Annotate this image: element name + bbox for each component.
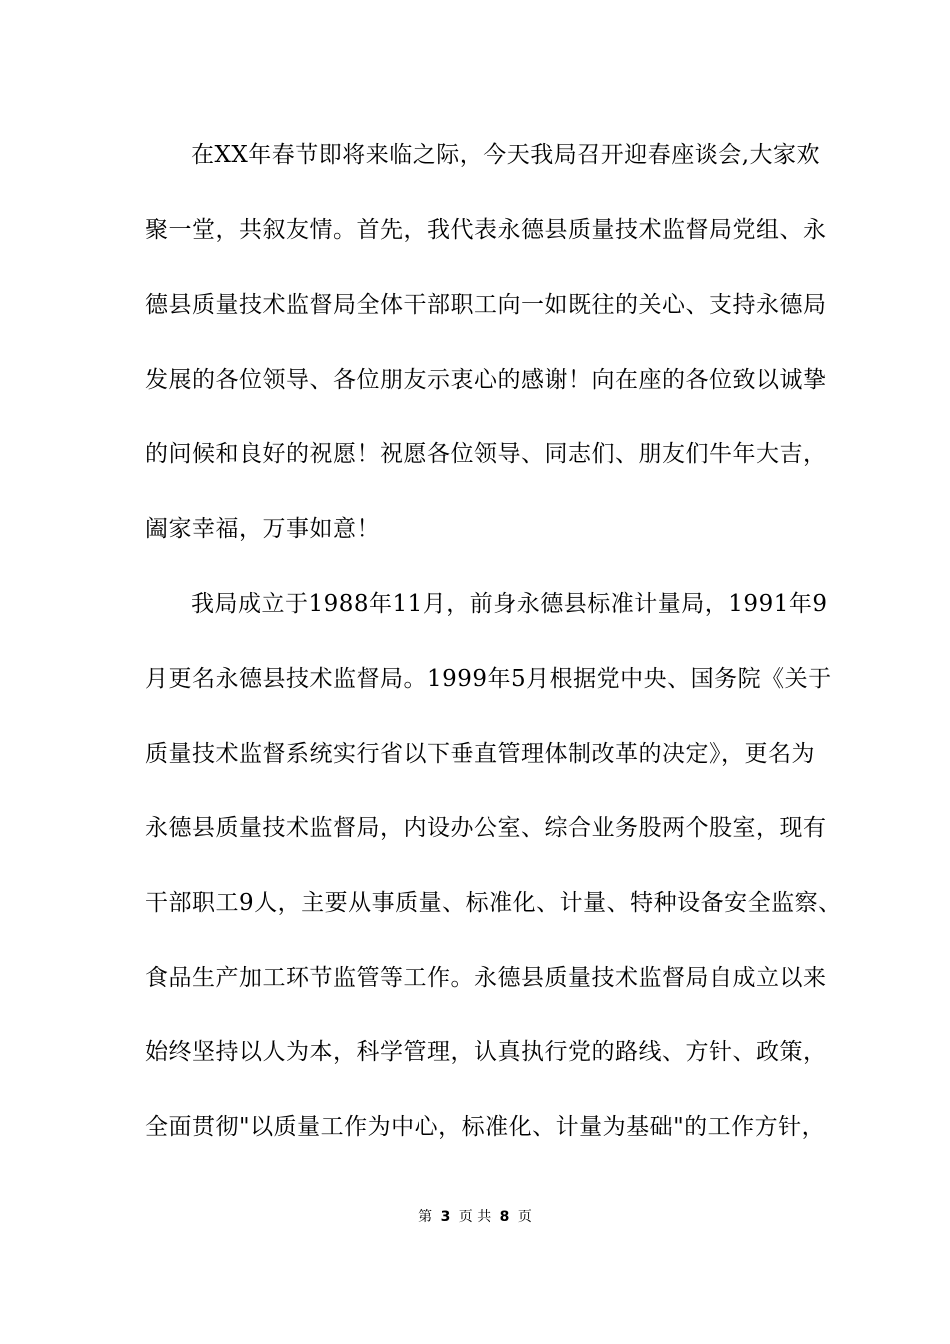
page-footer	[0, 1208, 950, 1226]
paragraph-1-line-2: 聚一堂，共叙友情。首先，我代表永德县质量技术监督局党组、永	[145, 217, 827, 243]
footer-prefix: 第	[418, 1209, 433, 1225]
paragraph-2-line-8: 全面贯彻"以质量工作为中心，标准化、计量为基础"的工作方针，	[145, 1114, 826, 1140]
paragraph-1-line-3: 德县质量技术监督局全体干部职工向一如既往的关心、支持永德局	[145, 292, 827, 318]
paragraph-2-line-1: 我局成立于1988年11月，前身永德县标准计量局，1991年9	[191, 591, 828, 617]
paragraph-2-line-4: 永德县质量技术监督局，内设办公室、综合业务股两个股室，现有	[145, 815, 827, 841]
paragraph-2-line-3: 质量技术监督系统实行省以下垂直管理体制改革的决定》，更名为	[145, 741, 815, 767]
paragraph-2-line-7: 始终坚持以人为本，科学管理，认真执行党的路线、方针、政策，	[145, 1039, 827, 1065]
paragraph-2-line-2: 月更名永德县技术监督局。1999年5月根据党中央、国务院《关于	[145, 666, 832, 692]
footer-middle: 页 共	[458, 1209, 492, 1225]
paragraph-1-line-5: 的问候和良好的祝愿！祝愿各位领导、同志们、朋友们牛年大吉，	[145, 441, 827, 467]
paragraph-2-line-5: 干部职工9人，主要从事质量、标准化、计量、特种设备安全监察、	[145, 890, 842, 916]
paragraph-1-line-4: 发展的各位领导、各位朋友示衷心的感谢！向在座的各位致以诚挚	[145, 367, 827, 393]
footer-total-pages: 8	[499, 1209, 510, 1225]
paragraph-1-line-6: 阖家幸福，万事如意！	[145, 516, 380, 542]
footer-current-page: 3	[440, 1209, 451, 1225]
footer-suffix: 页	[517, 1209, 532, 1225]
paragraph-1-line-1: 在XX年春节即将来临之际，今天我局召开迎春座谈会,大家欢	[191, 142, 821, 168]
paragraph-2-line-6: 食品生产加工环节监管等工作。永德县质量技术监督局自成立以来	[145, 965, 827, 991]
